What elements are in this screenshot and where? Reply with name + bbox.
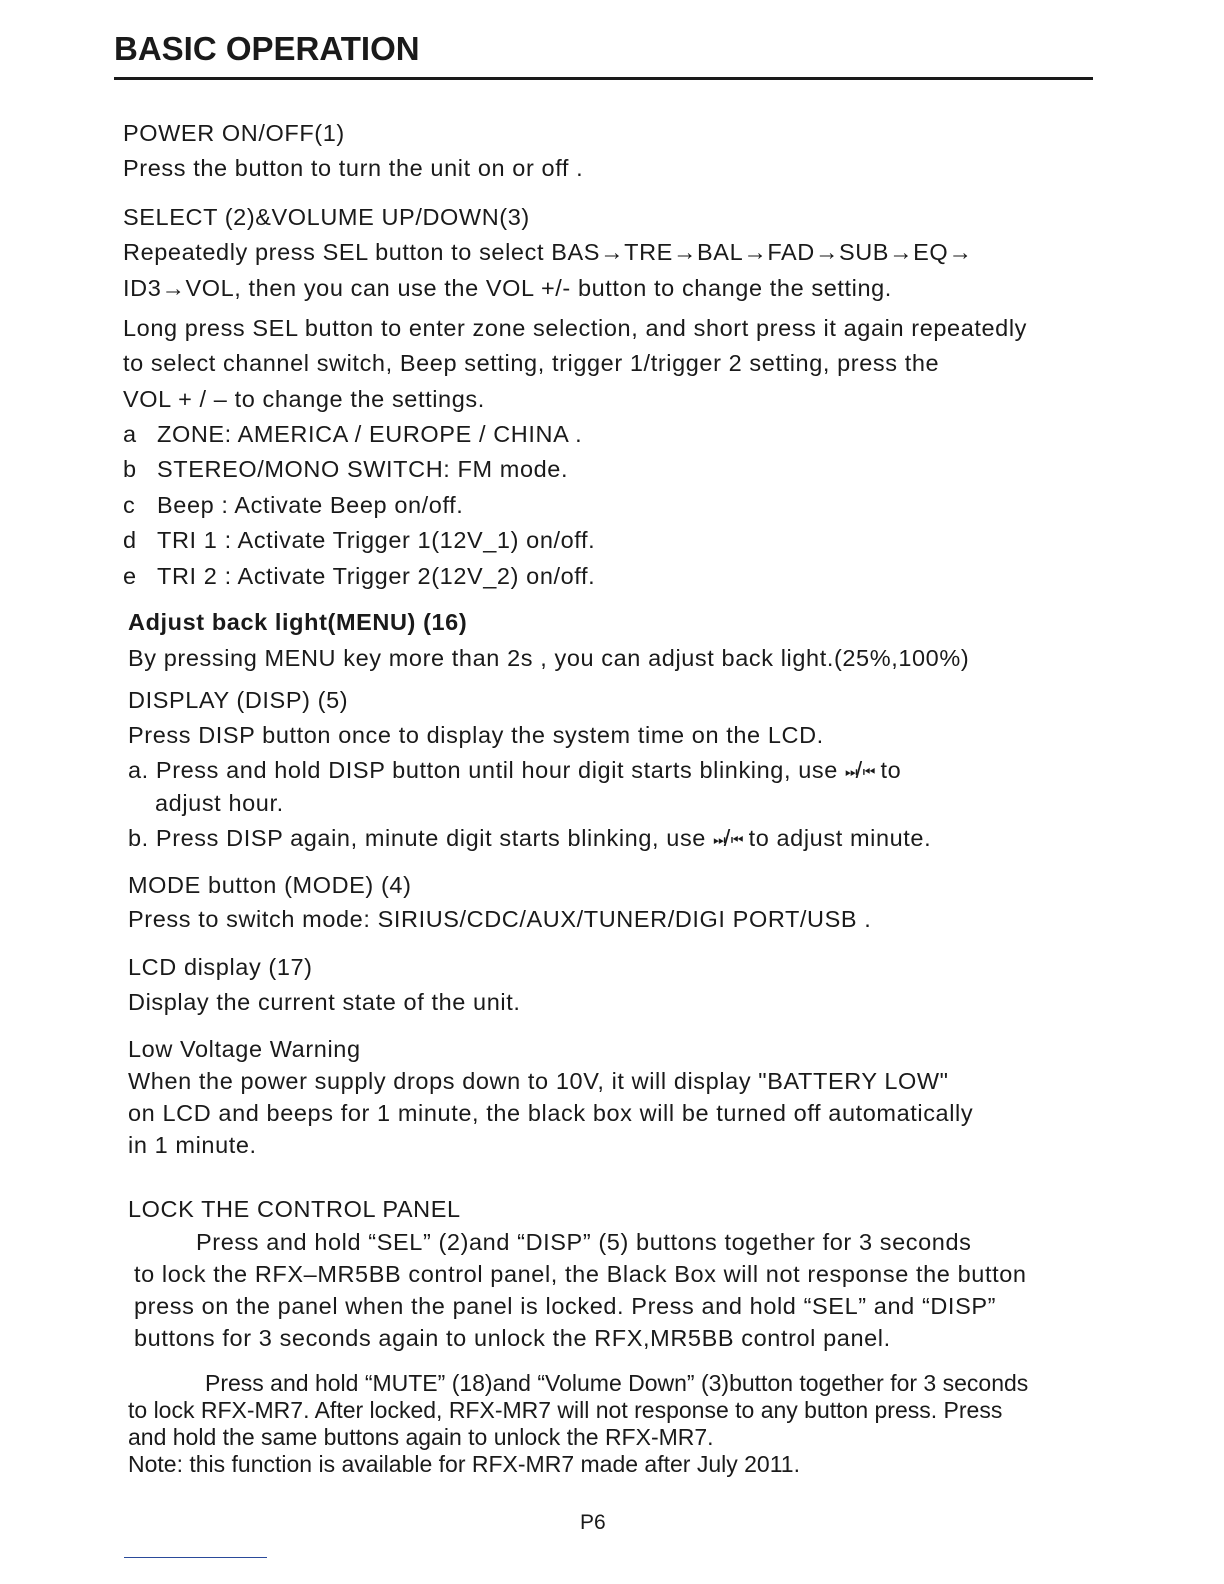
display-step-b: [128, 825, 931, 852]
select-line-1: Repeatedly press SEL button to select BAS→TRE→BAL→FAD→SUB→EQ→: [123, 239, 973, 265]
lock-p1-line-3: press on the panel when the panel is locked. Press and hold “SEL” and “DISP”: [134, 1293, 997, 1319]
select-line-2: ID3→VOL, then you can use the VOL +/- button to change the setting.: [123, 275, 892, 301]
lock-p1-line-4: buttons for 3 seconds again to unlock the RFX,MR5BB control panel.: [134, 1325, 891, 1351]
list-letter: b: [123, 456, 137, 482]
page-number: P6: [580, 1511, 606, 1534]
list-text: : Activate Trigger 2(12V_2) on/off.: [217, 563, 596, 589]
glyph-separator: /: [855, 757, 863, 783]
list-text: : Activate Beep on/off.: [214, 492, 464, 518]
display-step-a-cont: adjust hour.: [155, 790, 284, 816]
display-step-a-text: a. Press and hold DISP button until hour digit starts blinking, use: [128, 757, 846, 783]
prev-track-icon: ⏮: [730, 831, 742, 848]
lowvolt-heading: Low Voltage Warning: [128, 1036, 361, 1062]
next-track-icon: ⏭: [845, 763, 856, 780]
lcd-text: Display the current state of the unit.: [128, 989, 521, 1015]
lowvolt-line-3: in 1 minute.: [128, 1132, 257, 1158]
list-label: Beep: [157, 492, 215, 518]
select-line-5: VOL + / – to change the settings.: [123, 386, 485, 412]
list-label: STEREO/MONO SWITCH:: [157, 456, 451, 482]
mode-text: Press to switch mode: SIRIUS/CDC/AUX/TUNER/DIGI PORT/USB .: [128, 906, 872, 932]
display-step-b-text: b. Press DISP again, minute digit starts blinking, use: [128, 825, 714, 851]
lock-p2-line-4: Note: this function is available for RFX-MR7 made after July 2011.: [128, 1451, 800, 1477]
list-label: ZONE:: [157, 421, 232, 447]
list-text: FM mode.: [450, 456, 569, 482]
list-item: [123, 527, 595, 554]
lock-heading: LOCK THE CONTROL PANEL: [128, 1196, 461, 1222]
list-item: [123, 492, 463, 519]
page-title: BASIC OPERATION: [114, 30, 420, 67]
display-line-1: Press DISP button once to display the system time on the LCD.: [128, 722, 824, 748]
select-line-3: Long press SEL button to enter zone selection, and short press it again repeatedly: [123, 315, 1028, 341]
list-text: : Activate Trigger 1(12V_1) on/off.: [217, 527, 596, 553]
lock-p2-line-2: to lock RFX-MR7. After locked, RFX-MR7 will not response to any button press. Press: [128, 1397, 1003, 1423]
list-text: AMERICA / EUROPE / CHINA .: [231, 421, 583, 447]
lock-p2-line-1: Press and hold “MUTE” (18)and “Volume Down” (3)button together for 3 seconds: [205, 1370, 1029, 1396]
next-track-icon: ⏭: [713, 831, 724, 848]
lcd-heading: LCD display (17): [128, 954, 313, 980]
mode-heading: MODE button (MODE) (4): [128, 872, 412, 898]
list-letter: d: [123, 527, 137, 553]
list-letter: a: [123, 421, 137, 447]
list-label: TRI 2: [157, 563, 218, 589]
display-step-a: [128, 757, 901, 784]
list-item: [123, 456, 568, 483]
lock-p1-line-2: to lock the RFX–MR5BB control panel, the Black Box will not response the button: [134, 1261, 1027, 1287]
lock-p2-line-3: and hold the same buttons again to unlock the RFX-MR7.: [128, 1424, 714, 1450]
title-divider: [114, 77, 1093, 80]
select-heading: SELECT (2)&VOLUME UP/DOWN(3): [123, 204, 530, 230]
list-letter: c: [123, 492, 136, 518]
power-heading: POWER ON/OFF(1): [123, 120, 345, 146]
prev-track-icon: ⏮: [862, 763, 874, 780]
display-step-a-tail: to: [873, 757, 902, 783]
footer-rule: [124, 1557, 267, 1558]
list-item: [123, 421, 582, 448]
display-heading: DISPLAY (DISP) (5): [128, 687, 349, 713]
list-item: [123, 563, 595, 590]
lock-p1-line-1: Press and hold “SEL” (2)and “DISP” (5) buttons together for 3 seconds: [196, 1229, 972, 1255]
backlight-text: By pressing MENU key more than 2s , you can adjust back light.(25%,100%): [128, 645, 970, 671]
lowvolt-line-2: on LCD and beeps for 1 minute, the black box will be turned off automatically: [128, 1100, 974, 1126]
list-label: TRI 1: [157, 527, 218, 553]
lowvolt-line-1: When the power supply drops down to 10V, it will display "BATTERY LOW": [128, 1068, 949, 1094]
select-line-4: to select channel switch, Beep setting, trigger 1/trigger 2 setting, press the: [123, 350, 940, 376]
power-text: Press the button to turn the unit on or off .: [123, 155, 584, 181]
glyph-separator: /: [723, 825, 731, 851]
display-step-b-tail: to adjust minute.: [741, 825, 932, 851]
list-letter: e: [123, 563, 137, 589]
backlight-heading: Adjust back light(MENU) (16): [128, 609, 468, 635]
